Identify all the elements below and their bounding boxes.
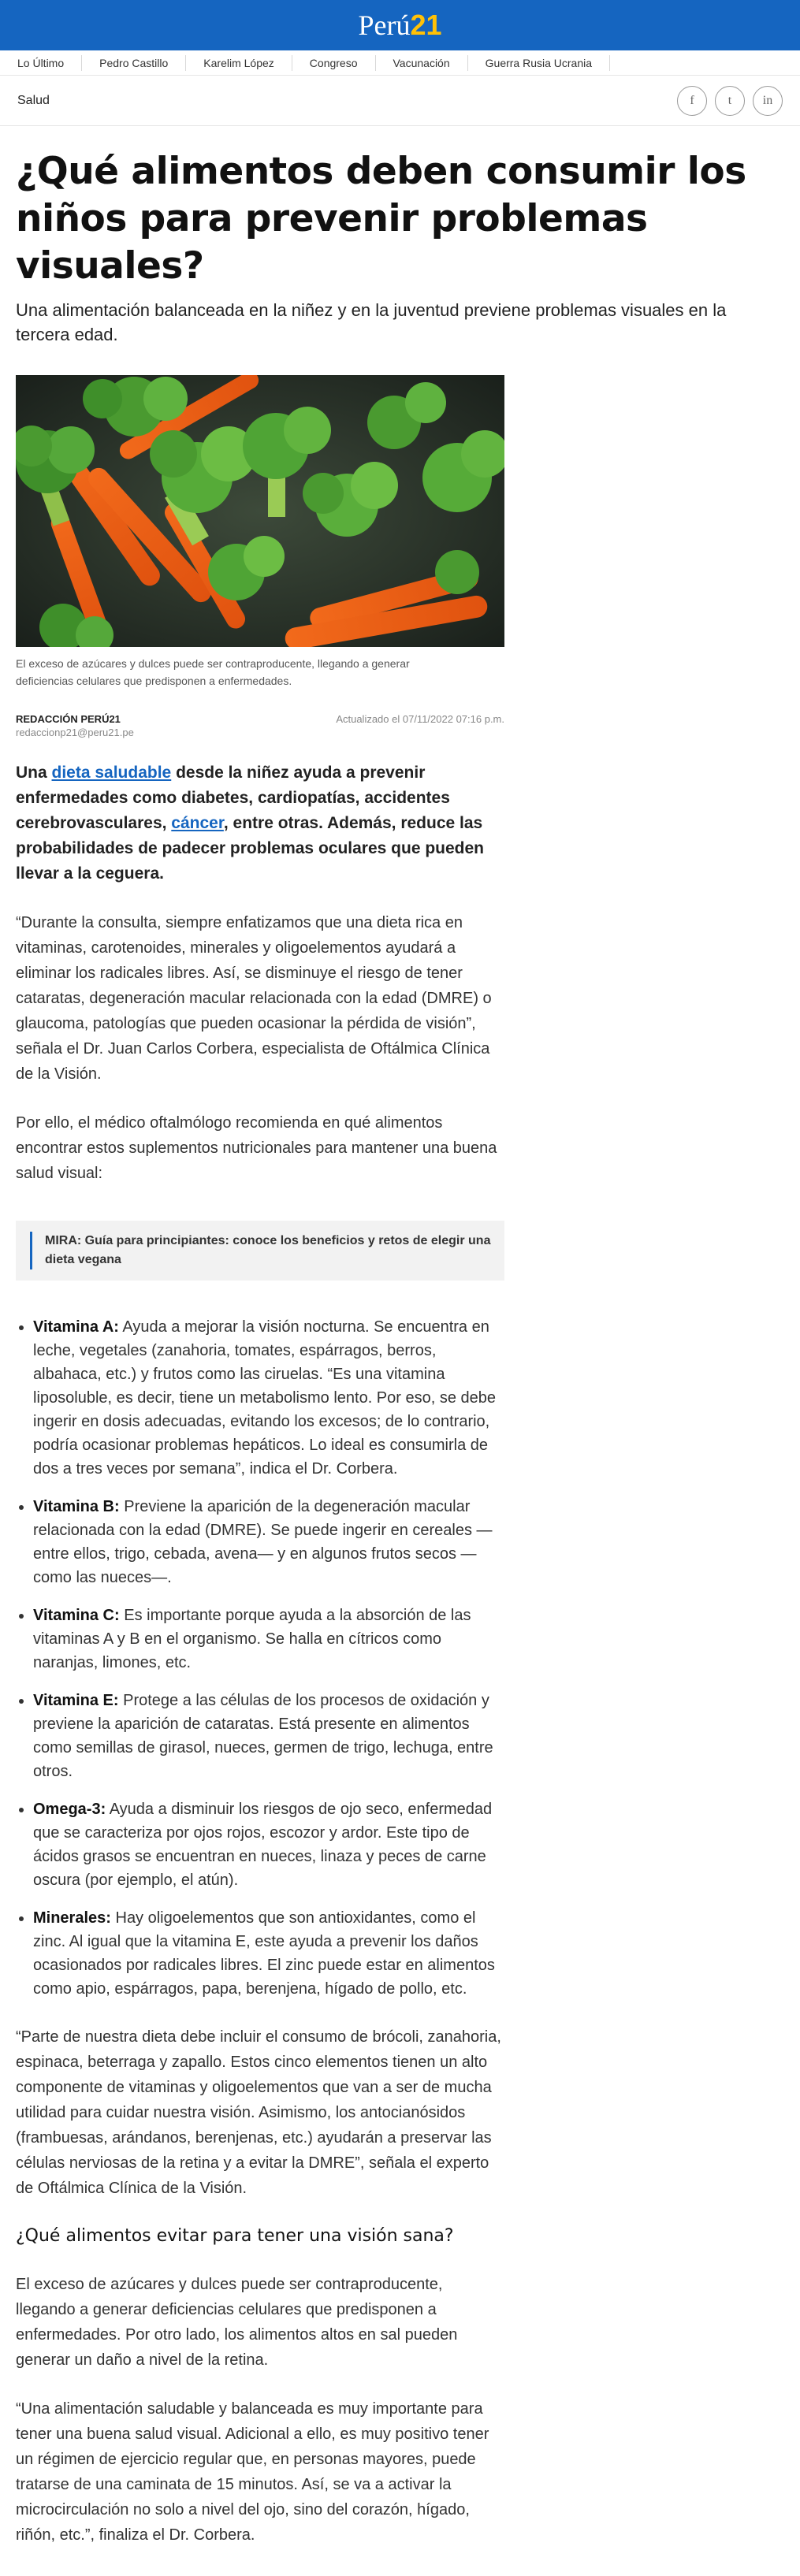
list-item-label: Minerales:	[33, 1909, 111, 1927]
article-subtitle: Una alimentación balanceada en la niñez y en la juventud previene problemas visuales en la tercera edad.	[16, 300, 727, 344]
paragraph: “Durante la consulta, siempre enfatizamos que una dieta rica en vitaminas, carotenoides, minerales y oligoelementos ayudará a eliminar los radicales libres. Así, se disminuye el riesgo de tener cataratas, degeneración macular relacionada con la edad (DMRE) o glaucoma, patologías que pueden ocasionar la pérdida de visión”, señala el Dr. Juan Carlos Corbera, especialista de Oftálmica Clínica de la Visión.	[16, 914, 492, 1083]
social-share	[677, 86, 783, 116]
author-email: redaccionp21@peru21.pe	[16, 727, 134, 738]
updated-timestamp: Actualizado el 07/11/2022 07:16 p.m.	[336, 713, 504, 725]
section-bar	[0, 76, 800, 126]
list-item-text: Protege a las células de los procesos de oxidación y previene la aparición de cataratas. Está presente en alimentos como semillas de girasol, nueces, germen de trigo, lechuga, entre otros.	[33, 1692, 493, 1780]
paragraph: Por ello, el médico oftalmólogo recomienda en qué alimentos encontrar estos suplementos nutricionales para mantener una buena salud visual:	[16, 1114, 497, 1182]
list-item-text: Ayuda a disminuir los riesgos de ojo seco, enfermedad que se caracteriza por ojos rojos, escozor y ardor. Este tipo de ácidos grasos se encuentran en nueces, linaza y peces de carne oscura (por ejemplo, el atún).	[33, 1801, 493, 1889]
byline	[16, 713, 504, 738]
hero-image	[16, 375, 504, 647]
nav-item[interactable]: Karelim López	[186, 55, 292, 71]
twitter-icon[interactable]: t	[715, 86, 745, 116]
paragraph: “Parte de nuestra dieta debe incluir el consumo de brócoli, zanahoria, espinaca, beterraga y zapallo. Estos cinco elementos tienen un alto componente de vitaminas y oligoelementos que van a ser de mucha utilidad para cuidar nuestra visión. Asimismo, los antocianósidos (frambuesas, arándanos, berenjenas, etc.) ayudarán a preservar las células nerviosas de la retina y a evitar la DMRE”, señala el experto de Oftálmica Clínica de la Visión.	[16, 2028, 501, 2197]
vitamin-list	[16, 1315, 504, 2001]
list-item-text: Es importante porque ayuda a la absorción de las vitaminas A y B en el organismo. Se halla en cítricos como naranjas, limones, etc.	[33, 1607, 471, 1671]
list-item-label: Vitamina A:	[33, 1318, 119, 1336]
list-item-label: Omega-3:	[33, 1801, 106, 1818]
list-item	[33, 1689, 504, 1783]
list-item	[33, 1604, 504, 1675]
facebook-icon[interactable]: f	[677, 86, 707, 116]
article-body	[16, 760, 504, 2548]
list-item	[33, 1495, 504, 1589]
site-header	[0, 0, 800, 50]
list-item	[33, 1906, 504, 2001]
site-logo[interactable]: Perú21	[358, 9, 442, 41]
related-link-box[interactable]	[16, 1221, 504, 1281]
list-item-text: Hay oligoelementos que son antioxidantes, como el zinc. Al igual que la vitamina E, este ayuda a prevenir los daños ocasionados por radicales libres. El zinc puede estar en alimentos como apio, espárragos, papa, berenjena, hígado de pollo, etc.	[33, 1909, 495, 1998]
nav-item[interactable]: Congreso	[292, 55, 376, 71]
section-label[interactable]: Salud	[17, 93, 50, 107]
nav-item[interactable]: Vacunación	[376, 55, 468, 71]
list-item-label: Vitamina E:	[33, 1692, 119, 1709]
nav-item[interactable]: Guerra Rusia Ucrania	[468, 55, 610, 71]
article-title: ¿Qué alimentos deben consumir los niños para prevenir problemas visuales?	[16, 150, 746, 288]
paragraph: El exceso de azúcares y dulces puede ser contraproducente, llegando a generar deficiencias celulares que predisponen a enfermedades. Por otro lado, los alimentos altos en sal pueden generar un daño a nivel de la retina.	[16, 2276, 458, 2369]
link-dieta-saludable[interactable]: dieta saludable	[51, 764, 172, 782]
nav-item[interactable]: Pedro Castillo	[82, 55, 186, 71]
list-item	[33, 1797, 504, 1892]
nav-item[interactable]: Lo Último	[0, 55, 82, 71]
article-content	[0, 148, 800, 2548]
section-heading: ¿Qué alimentos evitar para tener una visión sana?	[16, 2226, 454, 2246]
main-nav	[0, 50, 800, 76]
paragraph: “Una alimentación saludable y balanceada es muy importante para tener una buena salud visual. Adicional a ello, es muy positivo tener un régimen de ejercicio regular que, en personas mayores, puede tratarse de una caminata de 15 minutos. Así, se va a activar la microcirculación no solo a nivel del ojo, sino del corazón, hígado, riñón, etc.”, finaliza el Dr. Corbera.	[16, 2400, 489, 2544]
article-lead: Una dieta saludable desde la niñez ayuda a prevenir enfermedades como diabetes, cardiopatías, accidentes cerebrovasculares, cáncer, entre otras. Además, reduce las probabilidades de padecer problemas oculares que pueden llevar a la ceguera.	[16, 764, 484, 883]
author-name[interactable]: REDACCIÓN PERÚ21	[16, 713, 121, 725]
list-item-label: Vitamina C:	[33, 1607, 120, 1624]
list-item-text: Ayuda a mejorar la visión nocturna. Se encuentra en leche, vegetales (zanahoria, tomates, espárragos, berros, albahaca, etc.) y frutos como las ciruelas. “Es una vitamina liposoluble, es decir, tiene un metabolismo lento. Por eso, se debe ingerir en dosis adecuadas, evitando los excesos; de lo contrario, podría ocasionar problemas hepáticos. Lo ideal es consumirla de dos a tres veces por semana”, indica el Dr. Corbera.	[33, 1318, 497, 1478]
linkedin-icon[interactable]: in	[753, 86, 783, 116]
related-link-text[interactable]: MIRA: Guía para principiantes: conoce los beneficios y retos de elegir una dieta vegana	[30, 1232, 492, 1269]
list-item-text: Previene la aparición de la degeneración macular relacionada con la edad (DMRE). Se puede ingerir en cereales —entre ellos, trigo, cebada, avena— y en algunos frutos secos —como las nueces—.	[33, 1498, 493, 1586]
image-caption: El exceso de azúcares y dulces puede ser contraproducente, llegando a generar deficiencias celulares que predisponen a enfermedades.	[16, 657, 410, 687]
list-item	[33, 1315, 504, 1481]
list-item-label: Vitamina B:	[33, 1498, 120, 1515]
link-cancer[interactable]: cáncer	[171, 814, 224, 832]
vegetables-image	[16, 375, 504, 647]
